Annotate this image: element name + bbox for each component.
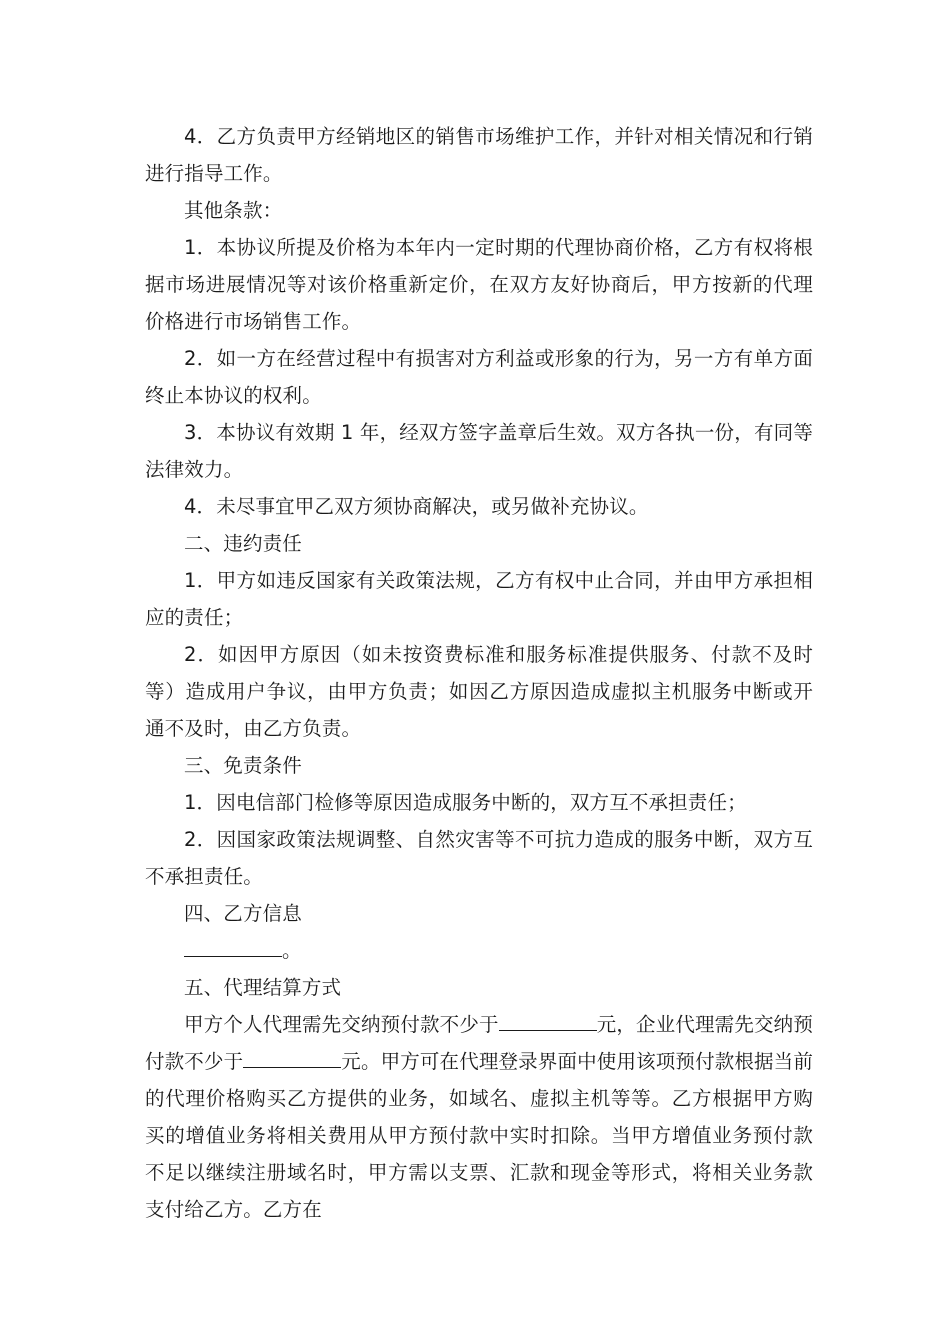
clause-paragraph: 3．本协议有效期 1 年，经双方签字盖章后生效。双方各执一份，有同等法律效力。 [145,421,813,481]
section-heading-breach: 二、违约责任 [184,532,302,555]
section-heading-other-terms: 其他条款： [184,199,283,222]
clause-paragraph: 4．未尽事宜甲乙双方须协商解决，或另做补充协议。 [184,495,649,518]
clause-paragraph: 2．如一方在经营过程中有损害对方利益或形象的行为，另一方有单方面终止本协议的权利。 [145,347,813,407]
fill-in-blank-personal-amount[interactable] [499,1008,597,1031]
clause-paragraph: 1．本协议所提及价格为本年内一定时期的代理协商价格，乙方有权将根据市场进展情况等对该价格重新定价，在双方友好协商后，甲方按新的代理价格进行市场销售工作。 [145,236,813,333]
section-heading-settlement: 五、代理结算方式 [184,976,342,999]
info-line-suffix: 。 [282,939,302,962]
clause-paragraph: 4．乙方负责甲方经销地区的销售市场维护工作，并针对相关情况和行销进行指导工作。 [145,125,813,185]
section-heading-exemption: 三、免责条件 [184,754,302,777]
fill-in-blank-enterprise-amount[interactable] [243,1045,341,1068]
settlement-text-3: 元。甲方可在代理登录界面中使用该项预付款根据当前的代理价格购买乙方提供的业务，如域名、虚拟主机等等。乙方根据甲方购买的增值业务将相关费用从甲方预付款中实时扣除。当甲方增值业务预付款不足以继续注册域名时，甲方需以支票、汇款和现金等形式，将相关业务款支付给乙方。乙方在 [145,1050,813,1221]
settlement-text-1: 甲方个人代理需先交纳预付款不少于 [184,1013,499,1036]
document-body [145,118,813,1228]
fill-in-blank[interactable] [184,934,282,957]
settlement-paragraph [145,1006,813,1228]
clause-paragraph: 2．因国家政策法规调整、自然灾害等不可抗力造成的服务中断，双方互不承担责任。 [145,828,813,888]
section-heading-party-b-info: 四、乙方信息 [184,902,302,925]
settlement-text-2: 元，企业代理需先交纳预付款不少于 [145,1013,814,1073]
clause-paragraph: 2．如因甲方原因（如未按资费标准和服务标准提供服务、付款不及时等）造成用户争议，由甲方负责；如因乙方原因造成虚拟主机服务中断或开通不及时，由乙方负责。 [145,643,813,740]
clause-paragraph: 1．甲方如违反国家有关政策法规，乙方有权中止合同，并由甲方承担相应的责任； [145,569,813,629]
party-b-info-line [145,932,813,969]
clause-paragraph: 1．因电信部门检修等原因造成服务中断的，双方互不承担责任； [184,791,747,814]
